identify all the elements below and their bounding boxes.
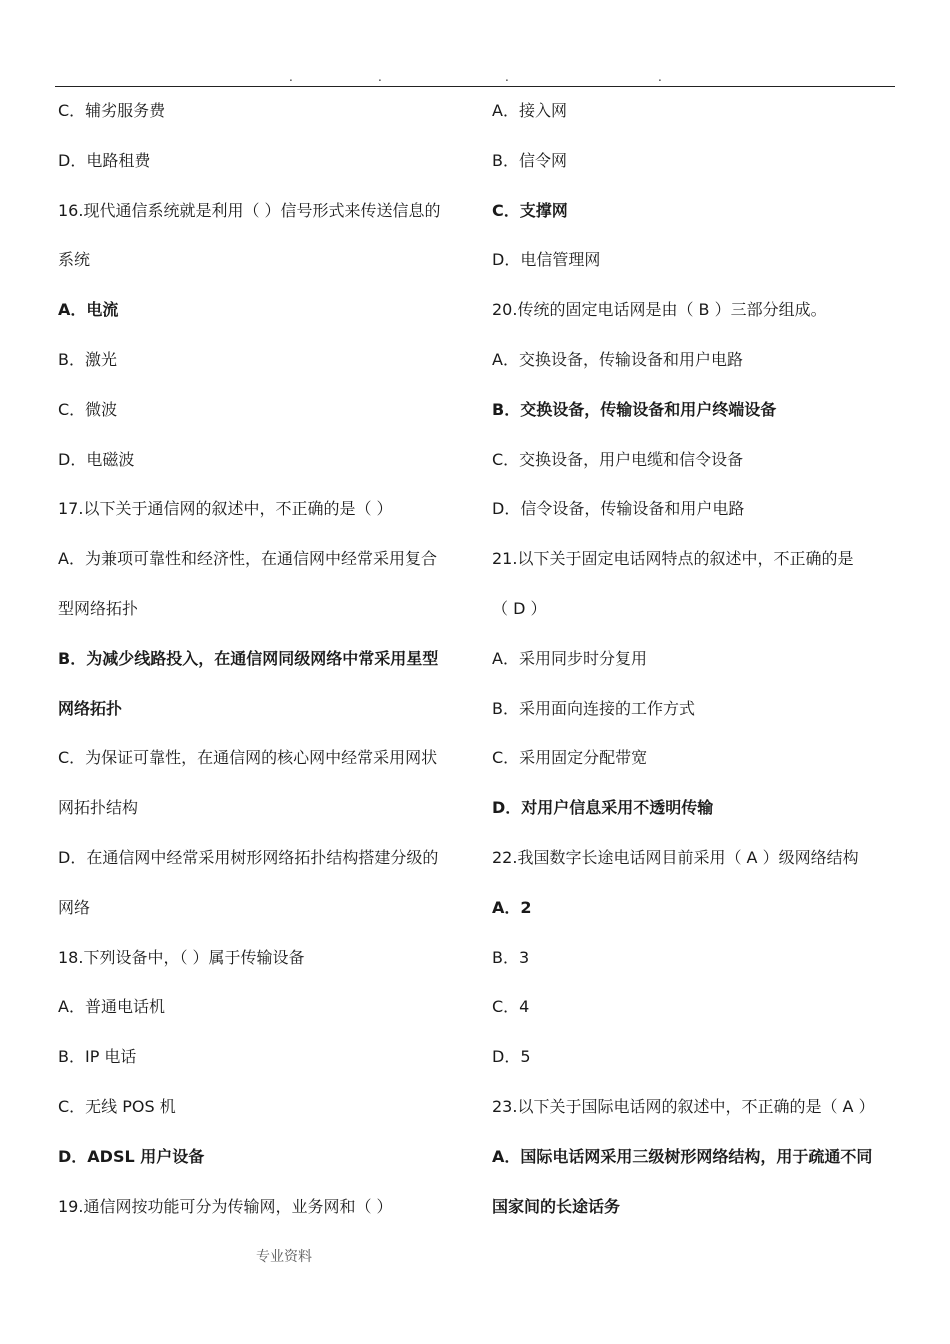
right-column [492,86,902,1231]
text-line: 21.以下关于固定电话网特点的叙述中，不正确的是 [492,549,854,569]
text-line: C．4 [492,997,530,1017]
page-header-dots [0,70,950,84]
text-line: 网拓扑结构 [58,798,139,818]
text-line: A．普通电话机 [58,997,165,1017]
text-line: 22.我国数字长途电话网目前采用（ A ）级网络结构 [492,847,859,867]
text-line: B．IP 电话 [58,1047,137,1067]
text-line: 23.以下关于国际电话网的叙述中，不正确的是（ A ） [492,1096,875,1116]
text-line: D．电磁波 [58,449,135,469]
text-line: B．为减少线路投入，在通信网同级网络中常采用星型 [58,648,439,668]
text-line: B．采用面向连接的工作方式 [492,698,695,718]
text-line: A．采用同步时分复用 [492,648,647,668]
text-line: 18.下列设备中，（ ）属于传输设备 [58,947,305,967]
text-line: A．交换设备，传输设备和用户电路 [492,349,743,369]
text-line: B．信令网 [492,150,567,170]
text-line: 20.传统的固定电话网是由（ B ）三部分组成。 [492,300,827,320]
text-line: C．微波 [58,399,118,419]
text-line: D．5 [492,1047,531,1067]
text-line: 系统 [58,250,91,270]
text-line: A．接入网 [492,101,567,120]
page-footer: 专业资料 [256,1249,312,1265]
text-line: D．在通信网中经常采用树形网络拓扑结构搭建分级的 [58,847,439,867]
text-line: D．电信管理网 [492,250,601,270]
text-line: 网络 [58,897,91,917]
text-line: 型网络拓扑 [58,598,139,618]
text-line: C．辅劣服务费 [58,101,166,120]
text-line: A．国际电话网采用三级树形网络结构，用于疏通不同 [492,1146,873,1166]
text-line: B．激光 [58,349,117,369]
text-line: C．为保证可靠性，在通信网的核心网中经常采用网状 [58,748,438,768]
header-dot: . [505,70,509,84]
header-dot: . [658,70,662,84]
text-line: （ D ） [492,598,547,618]
text-line: A．电流 [58,300,119,320]
left-column [58,86,468,1231]
text-line: B．交换设备，传输设备和用户终端设备 [492,399,777,419]
text-line: D．电路租费 [58,150,151,170]
text-line: 16.现代通信系统就是利用（ ）信号形式来传送信息的 [58,200,441,220]
header-dot: . [289,70,293,84]
text-line: C．支撑网 [492,200,568,220]
text-line: A．为兼项可靠性和经济性，在通信网中经常采用复合 [58,549,437,569]
text-line: C．采用固定分配带宽 [492,748,648,768]
text-line: 19.通信网按功能可分为传输网，业务网和（ ） [58,1196,393,1216]
header-dot: . [378,70,382,84]
text-line: D．对用户信息采用不透明传输 [492,798,714,818]
text-line: 国家间的长途话务 [492,1196,621,1216]
text-line: B．3 [492,947,530,967]
text-line: A．2 [492,897,532,917]
text-line: 网络拓扑 [58,698,123,718]
text-line: 17.以下关于通信网的叙述中，不正确的是（ ） [58,499,393,519]
text-line: C．无线 POS 机 [58,1096,176,1116]
text-line: C．交换设备，用户电缆和信令设备 [492,449,744,469]
text-line: D．ADSL 用户设备 [58,1146,205,1166]
text-line: D．信令设备，传输设备和用户电路 [492,499,745,519]
